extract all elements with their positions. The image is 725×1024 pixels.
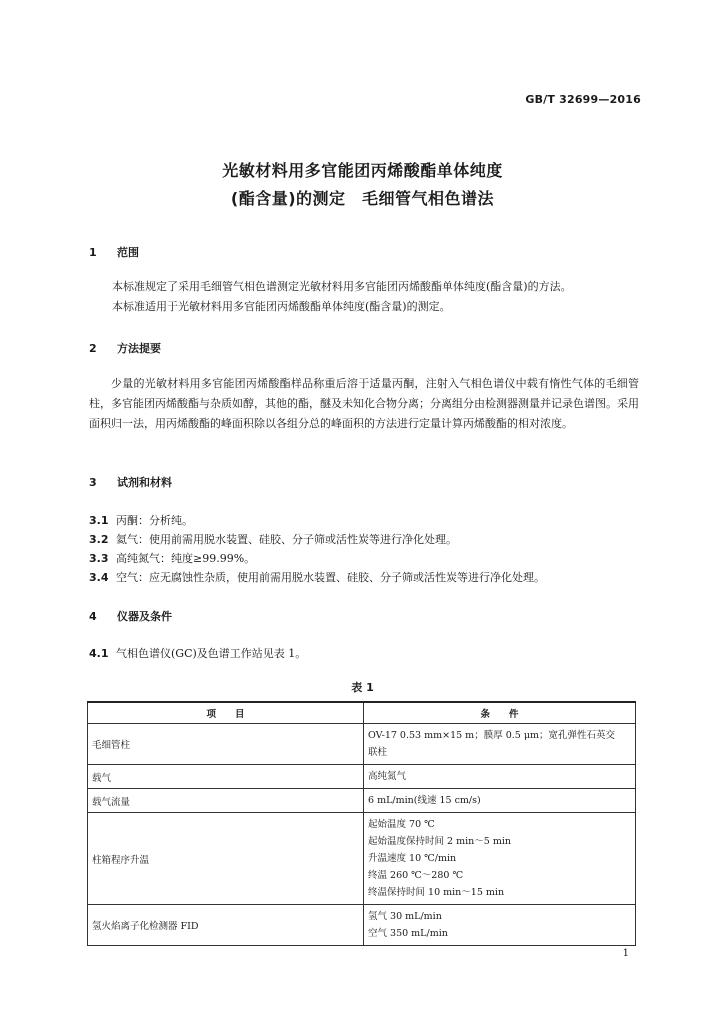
header-item: 项 目 <box>88 702 364 724</box>
table-caption: 表 1 <box>351 681 374 694</box>
table-row <box>88 724 636 765</box>
condition-line: 升温速度 10 ℃/min <box>368 853 457 864</box>
row-item: 毛细管柱 <box>88 724 364 765</box>
row-item: 载气流量 <box>88 789 364 813</box>
standard-code: GB/T 32699—2016 <box>525 93 641 106</box>
section-title: 仪器及条件 <box>117 610 172 623</box>
section-3-heading <box>89 474 172 490</box>
section-title: 试剂和材料 <box>117 476 172 489</box>
page-number: 1 <box>622 948 629 959</box>
header-conditions: 条 件 <box>364 702 636 724</box>
section-4-heading <box>89 608 172 624</box>
clause-4-1 <box>89 645 306 661</box>
clause-3-1 <box>89 512 193 528</box>
section-number: 2 <box>89 342 97 355</box>
row-conditions <box>364 905 636 946</box>
clause-text: 气相色谱仪(GC)及色谱工作站见表 1。 <box>116 647 307 660</box>
condition-line: 空气 350 mL/min <box>368 928 448 939</box>
clause-text: 丙酮：分析纯。 <box>116 514 193 527</box>
row-conditions <box>364 765 636 789</box>
clause-number: 3.3 <box>89 552 109 565</box>
condition-line: 终温保持时间 10 min～15 min <box>368 887 505 898</box>
row-conditions <box>364 789 636 813</box>
row-item: 柱箱程序升温 <box>88 813 364 905</box>
section-number: 3 <box>89 476 97 489</box>
clause-number: 3.4 <box>89 571 109 584</box>
section-2-heading <box>89 340 161 356</box>
condition-line: 起始温度 70 ℃ <box>368 819 435 830</box>
condition-line: OV-17 0.53 mm×15 m；膜厚 0.5 μm；宽孔弹性石英交 <box>368 730 616 741</box>
row-conditions <box>364 813 636 905</box>
document-title-line1: 光敏材料用多官能团丙烯酸酯单体纯度 <box>222 161 503 180</box>
clause-3-2 <box>89 531 457 547</box>
table-row <box>88 813 636 905</box>
condition-line: 高纯氮气 <box>368 771 407 782</box>
section-number: 1 <box>89 246 97 259</box>
section-title: 范围 <box>117 246 139 259</box>
section-2-paragraph: 少量的光敏材料用多官能团丙烯酸酯样品称重后溶于适量丙酮，注射入气相色谱仪中载有惰性气体的毛细管柱，多官能团丙烯酸酯与杂质如醇，其他的酯，醚及未知化合物分离；分离组分由检测器测量并记录色谱图。采用面积归一法，用丙烯酸酯的峰面积除以各组分总的峰面积的方法进行定量计算丙烯酸酯的相对浓度。 <box>89 377 639 430</box>
section-number: 4 <box>89 610 97 623</box>
condition-line: 联柱 <box>368 747 388 758</box>
table-row <box>88 789 636 813</box>
row-item: 载气 <box>88 765 364 789</box>
conditions-table <box>87 701 636 946</box>
clause-3-4 <box>89 569 545 585</box>
condition-line: 终温 260 ℃～280 ℃ <box>368 870 464 881</box>
section-title: 方法提要 <box>117 342 161 355</box>
table-row <box>88 905 636 946</box>
clause-number: 3.2 <box>89 533 109 546</box>
clause-3-3 <box>89 550 255 566</box>
row-item: 氢火焰离子化检测器 FID <box>88 905 364 946</box>
clause-text: 空气：应无腐蚀性杂质，使用前需用脱水装置、硅胶、分子筛或活性炭等进行净化处理。 <box>116 571 545 584</box>
condition-line: 氢气 30 mL/min <box>368 911 442 922</box>
table-header-row <box>88 702 636 724</box>
clause-number: 3.1 <box>89 514 109 527</box>
section-1-heading <box>89 244 139 260</box>
condition-line: 6 mL/min(线速 15 cm/s) <box>368 795 481 806</box>
clause-text: 氦气：使用前需用脱水装置、硅胶、分子筛或活性炭等进行净化处理。 <box>116 533 457 546</box>
section-1-paragraph-1: 本标准规定了采用毛细管气相色谱测定光敏材料用多官能团丙烯酸酯单体纯度(酯含量)的方法。 <box>112 280 572 293</box>
condition-line: 起始温度保持时间 2 min～5 min <box>368 836 511 847</box>
clause-number: 4.1 <box>89 647 109 660</box>
table-row <box>88 765 636 789</box>
row-conditions <box>364 724 636 765</box>
section-1-paragraph-2: 本标准适用于光敏材料用多官能团丙烯酸酯单体纯度(酯含量)的测定。 <box>112 300 451 313</box>
clause-text: 高纯氮气：纯度≥99.99%。 <box>116 552 256 565</box>
document-title-line2: (酯含量)的测定 毛细管气相色谱法 <box>230 189 495 208</box>
